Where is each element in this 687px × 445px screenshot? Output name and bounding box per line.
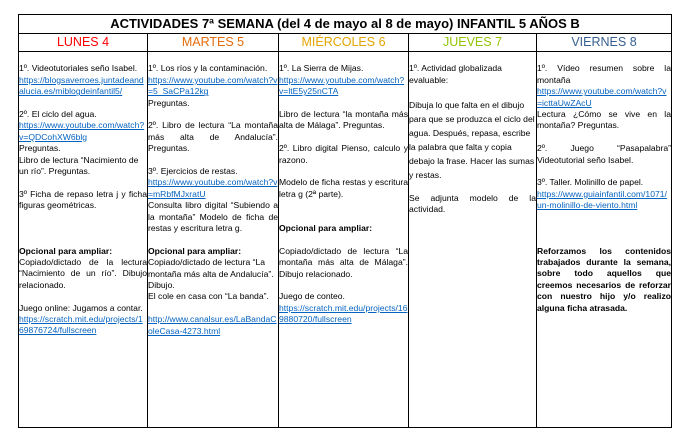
blog-link[interactable]: https://blogsaverroes.juntadeandalucia.es/miblogdeinfantil5/	[19, 74, 144, 97]
activity-1-questions: Preguntas.	[148, 97, 190, 108]
day-column-jueves	[409, 52, 537, 428]
day-label: MARTES 5	[181, 35, 245, 49]
canalsur-link[interactable]: http://www.canalsur.es/LaBandaColeCasa-4273.html	[148, 314, 277, 336]
day-header-martes	[148, 34, 279, 52]
activity-3: 3º. Taller. Molinillo de papel.	[537, 177, 644, 188]
activity-1-reading: Libro de lectura “la montaña más alta de Málaga”. Preguntas.	[279, 109, 408, 131]
guiainfantil-link[interactable]: https://www.guiainfantil.com/1071/un-molinillo-de-viento.html	[537, 188, 667, 211]
optional-text: Copiado/dictado de la lectura “Nacimiento de un río”. Dibujo relacionado.	[19, 257, 147, 290]
activity-attachment-note: Se adjunta modelo de la actividad.	[409, 192, 536, 215]
optional-heading: Opcional para ampliar:	[279, 223, 373, 234]
video-link-2[interactable]: https://www.youtube.com/watch?v=mRbfMJxratU	[148, 177, 278, 199]
video-link[interactable]: https://www.youtube.com/watch?v=5_SaCPa12kg	[148, 74, 278, 97]
activity-2: 2º. Juego “Pasapalabra” Videotutorial seño Isabel.	[537, 143, 671, 165]
activity-1-instructions: Dibuja lo que falta en el dibujo para que se produzca el ciclo del agua. Después, repasa, escribe la palabra que falta y copia debajo la frase. Hacer las sumas y restas.	[409, 99, 535, 180]
cole-en-casa: El cole en casa con “La banda”.	[148, 291, 269, 302]
online-game: Juego online: Jugamos a contar.	[19, 302, 143, 313]
activity-2: 2º. El ciclo del agua.	[19, 109, 97, 119]
activity-2-worksheet: Modelo de ficha restas y escritura letra g (2ª parte).	[279, 177, 408, 199]
scratch-link[interactable]: https://scratch.mit.edu/projects/169880720/fullscreen	[279, 302, 408, 325]
optional-heading: Opcional para ampliar:	[148, 245, 242, 256]
optional-text: Copiado/dictado de lectura “La montaña más alta de Andalucía”. Dibujo.	[148, 257, 274, 291]
activity-1: 1º. Los ríos y la contaminación.	[148, 63, 268, 74]
activity-3: 3º Ficha de repaso letra j y ficha figuras geométricas.	[19, 188, 147, 211]
table-title: ACTIVIDADES 7ª SEMANA (del 4 de mayo al 8 de mayo) INFANTIL 5 AÑOS B	[19, 15, 672, 34]
day-label: LUNES 4	[56, 35, 110, 49]
activity-2-reading: Libro de lectura “Nacimiento de un río”. Preguntas.	[19, 154, 139, 177]
video-link[interactable]: https://www.youtube.com/watch?v=icttaUwZAcU	[537, 86, 667, 108]
optional-text: Copiado/dictado de lectura “La montaña más alta de Málaga”. Dibujo relacionado.	[279, 245, 408, 279]
scratch-link[interactable]: https://scratch.mit.edu/projects/169876724/fullscreen	[19, 314, 143, 336]
activity-3: 3º. Ejercicios de restas.	[148, 166, 238, 177]
counting-game: Juego de conteo.	[279, 291, 345, 302]
reinforcement-text: Reforzamos los contenidos trabajados durante la semana, sobre todo aquellos que creemos necesarios de reforzar con nuestro hijo y/o realizo alguna ficha atrasada.	[537, 245, 671, 313]
day-header-lunes	[19, 34, 148, 52]
day-column-miercoles	[279, 52, 409, 428]
activity-3-details: Consulta libro digital “Subiendo a la montaña” Modelo de ficha de restas y escritura letra g.	[148, 200, 278, 234]
activity-2-questions: Preguntas.	[19, 143, 61, 154]
activity-1-reading: Lectura ¿Cómo se vive en la montaña? Preguntas.	[537, 109, 671, 131]
day-header-viernes	[537, 34, 672, 52]
activity-1: 1º. Vídeo resumen sobre la montaña	[537, 63, 671, 85]
day-column-lunes	[19, 52, 148, 428]
activity-1: 1º. La Sierra de Mijas.	[279, 63, 364, 74]
activity-2: 2º. Libro digital Pienso, calculo y razono.	[279, 143, 408, 165]
day-label: VIERNES 8	[571, 35, 637, 49]
weekly-activities-table	[18, 14, 672, 428]
day-column-martes	[148, 52, 279, 428]
day-header-jueves	[409, 34, 537, 52]
day-label: JUEVES 7	[442, 35, 503, 49]
day-header-miercoles	[279, 34, 409, 52]
activity-2: 2º. Libro de lectura “La montaña más alta de Andalucía”. Preguntas.	[148, 120, 278, 154]
video-link[interactable]: https://www.youtube.com/watch?v=QDCohXW6blg	[19, 120, 145, 142]
day-column-viernes	[537, 52, 672, 428]
activity-1: 1º. Videotutoriales seño Isabel.	[19, 63, 138, 74]
day-label: MIÉRCOLES 6	[301, 35, 386, 49]
activity-1: 1º. Actividad globalizada evaluable:	[409, 63, 502, 85]
video-link[interactable]: https://www.youtube.com/watch?v=ltE5y25nCTA	[279, 74, 405, 97]
optional-heading: Opcional para ampliar:	[19, 245, 113, 256]
